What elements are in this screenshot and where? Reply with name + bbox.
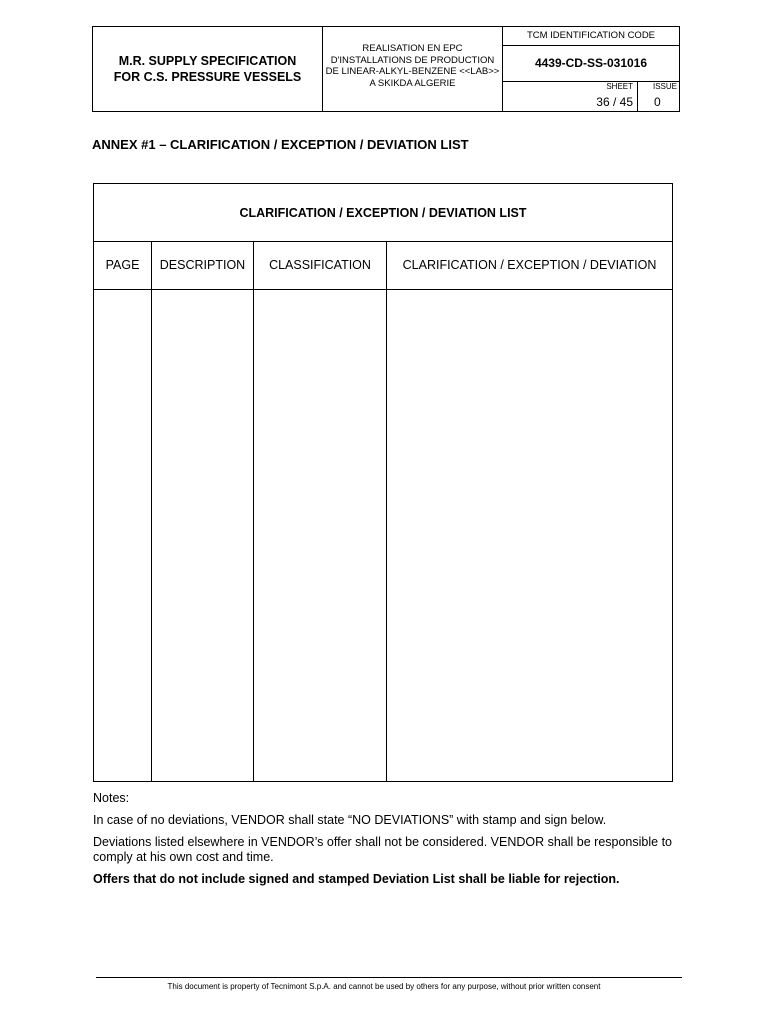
sheet-cell — [503, 81, 638, 111]
sheet-value: 36 / 45 — [596, 95, 633, 109]
project-description — [323, 27, 503, 111]
column-header-page: PAGE — [94, 242, 151, 290]
column-header-clarification: CLARIFICATION / EXCEPTION / DEVIATION — [387, 242, 672, 290]
column-page — [94, 242, 152, 781]
annex-title: ANNEX #1 – CLARIFICATION / EXCEPTION / DEVIATION LIST — [92, 137, 469, 152]
project-line-1: REALISATION EN EPC — [362, 43, 463, 54]
column-header-description: DESCRIPTION — [152, 242, 253, 290]
identification-block — [503, 27, 679, 111]
column-header-classification: CLASSIFICATION — [254, 242, 386, 290]
document-header — [92, 26, 680, 112]
column-clarification — [387, 242, 672, 781]
issue-cell — [637, 81, 679, 111]
project-line-2: D'INSTALLATIONS DE PRODUCTION — [330, 54, 495, 66]
tcm-code-value: 4439-CD-SS-031016 — [503, 45, 679, 82]
column-description — [152, 242, 254, 781]
project-line-4: A SKIKDA ALGERIE — [369, 77, 456, 89]
notes-heading: Notes: — [93, 791, 130, 805]
spec-title — [93, 27, 323, 111]
project-line-3: DE LINEAR-ALKYL-BENZENE <<LAB>> — [325, 66, 500, 77]
sheet-label: SHEET — [606, 82, 633, 91]
tcm-code-label: TCM IDENTIFICATION CODE — [503, 27, 679, 46]
note-item: In case of no deviations, VENDOR shall state “NO DEVIATIONS” with stamp and sign below. — [93, 813, 607, 827]
deviation-table — [93, 183, 673, 782]
spec-title-line-1: M.R. SUPPLY SPECIFICATION — [118, 54, 297, 68]
table-title: CLARIFICATION / EXCEPTION / DEVIATION LIST — [94, 184, 672, 242]
footer-disclaimer: This document is property of Tecnimont S.p.A. and cannot be used by others for any purpose, without prior written consent — [167, 982, 601, 991]
issue-label: ISSUE — [652, 82, 677, 91]
issue-value: 0 — [654, 95, 661, 109]
notes-section — [93, 791, 673, 894]
note-item: Deviations listed elsewhere in VENDOR’s offer shall not be considered. VENDOR shall be responsible to comply at his own cost and time. — [93, 835, 672, 864]
footer-divider — [96, 977, 682, 978]
note-item-bold: Offers that do not include signed and stamped Deviation List shall be liable for rejection. — [93, 872, 620, 886]
column-classification — [254, 242, 387, 781]
spec-title-line-2: FOR C.S. PRESSURE VESSELS — [113, 70, 302, 84]
